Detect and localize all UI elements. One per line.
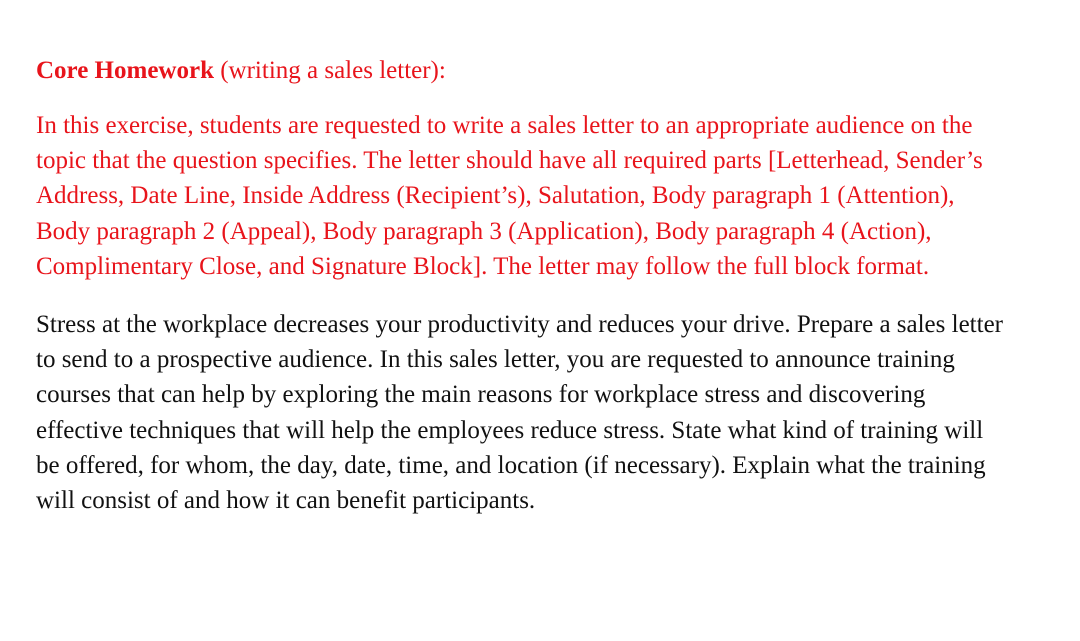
task-line: be offered, for whom, the day, date, time, and location (if necessary). Explain what the training xyxy=(36,451,986,479)
task-line: effective techniques that will help the employees reduce stress. State what kind of training will xyxy=(36,416,984,444)
instructions-line: Body paragraph 2 (Appeal), Body paragraph 3 (Application), Body paragraph 4 (Action), xyxy=(36,217,932,245)
instructions-line: Address, Date Line, Inside Address (Recipient’s), Salutation, Body paragraph 1 (Attention), xyxy=(36,182,955,210)
heading-subtitle: (writing a sales letter): xyxy=(213,57,446,84)
task-line: courses that can help by exploring the main reasons for workplace stress and discovering xyxy=(36,381,926,409)
instructions-line: In this exercise, students are requested to write a sales letter to an appropriate audience on the xyxy=(36,112,973,139)
instructions-line: topic that the question specifies. The letter should have all required parts [Letterhead, Sender’s xyxy=(36,147,983,175)
instructions-paragraph xyxy=(36,108,1080,284)
instructions-line: Complimentary Close, and Signature Block]. The letter may follow the full block format. xyxy=(36,252,930,280)
task-line: to send to a prospective audience. In this sales letter, you are requested to announce training xyxy=(36,346,955,374)
heading-title: Core Homework xyxy=(36,57,214,84)
homework-heading xyxy=(36,53,1080,88)
task-line: will consist of and how it can benefit participants. xyxy=(36,487,536,515)
document-page xyxy=(36,53,1080,518)
task-paragraph xyxy=(36,307,1080,518)
task-line: Stress at the workplace decreases your productivity and reduces your drive. Prepare a sales letter xyxy=(36,311,1003,339)
